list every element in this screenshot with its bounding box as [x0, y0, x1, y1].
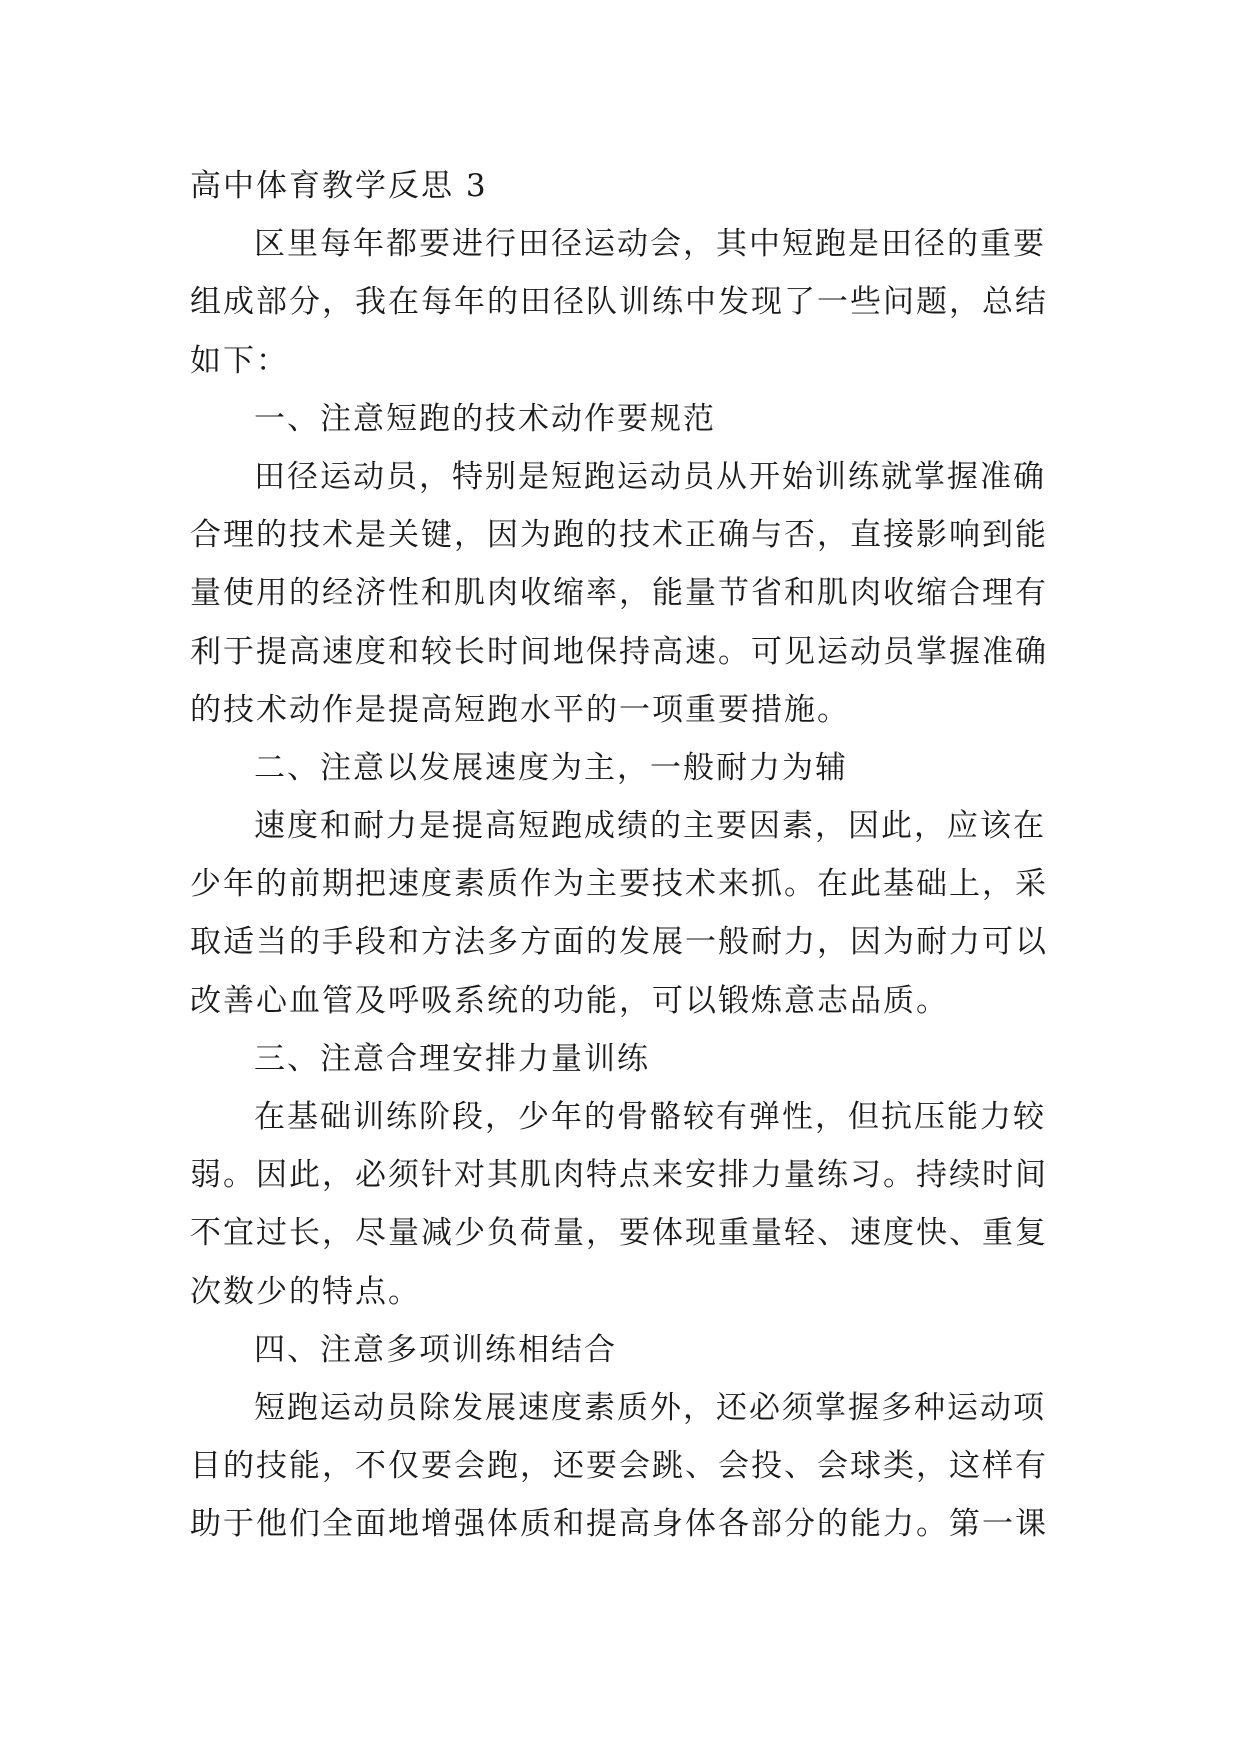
paragraph-line: 少年的前期把速度素质作为主要技术来抓。在此基础上，采 [190, 866, 1048, 903]
section-heading: 二、注意以发展速度为主，一般耐力为辅 [254, 749, 848, 786]
paragraph-line: 速度和耐力是提高短跑成绩的主要因素，因此，应该在 [254, 808, 1046, 845]
paragraph-line: 不宜过长，尽量减少负荷量，要体现重量轻、速度快、重复 [190, 1215, 1048, 1252]
paragraph-line: 取适当的手段和方法多方面的发展一般耐力，因为耐力可以 [190, 924, 1048, 961]
paragraph-line: 量使用的经济性和肌肉收缩率，能量节省和肌肉收缩合理有 [190, 575, 1048, 612]
document-body [190, 157, 1050, 1554]
paragraph-line: 田径运动员，特别是短跑运动员从开始训练就掌握准确 [254, 458, 1046, 495]
section-heading: 三、注意合理安排力量训练 [254, 1040, 650, 1077]
paragraph-line: 组成部分，我在每年的田径队训练中发现了一些问题，总结 [190, 284, 1048, 321]
section-heading: 四、注意多项训练相结合 [254, 1331, 617, 1368]
paragraph-line: 短跑运动员除发展速度素质外，还必须掌握多种运动项 [254, 1389, 1046, 1426]
paragraph-line: 的技术动作是提高短跑水平的一项重要措施。 [190, 691, 850, 728]
paragraph-line: 助于他们全面地增强体质和提高身体各部分的能力。第一课 [190, 1506, 1048, 1543]
paragraph-line: 改善心血管及呼吸系统的功能，可以锻炼意志品质。 [190, 982, 949, 1019]
paragraph-line: 弱。因此，必须针对其肌肉特点来安排力量练习。持续时间 [190, 1157, 1048, 1194]
paragraph-line: 在基础训练阶段，少年的骨骼较有弹性，但抗压能力较 [254, 1099, 1046, 1135]
document-title: 高中体育教学反思 3 [190, 168, 488, 204]
paragraph-line: 如下： [190, 342, 289, 379]
paragraph-line: 利于提高速度和较长时间地保持高速。可见运动员掌握准确 [190, 633, 1048, 670]
paragraph-line: 合理的技术是关键，因为跑的技术正确与否，直接影响到能 [190, 517, 1048, 554]
paragraph-line: 次数少的特点。 [190, 1273, 421, 1310]
paragraph-line: 区里每年都要进行田径运动会，其中短跑是田径的重要 [254, 226, 1046, 263]
paragraph-line: 目的技能，不仅要会跑，还要会跳、会投、会球类，这样有 [190, 1448, 1048, 1485]
section-heading: 一、注意短跑的技术动作要规范 [254, 400, 716, 437]
